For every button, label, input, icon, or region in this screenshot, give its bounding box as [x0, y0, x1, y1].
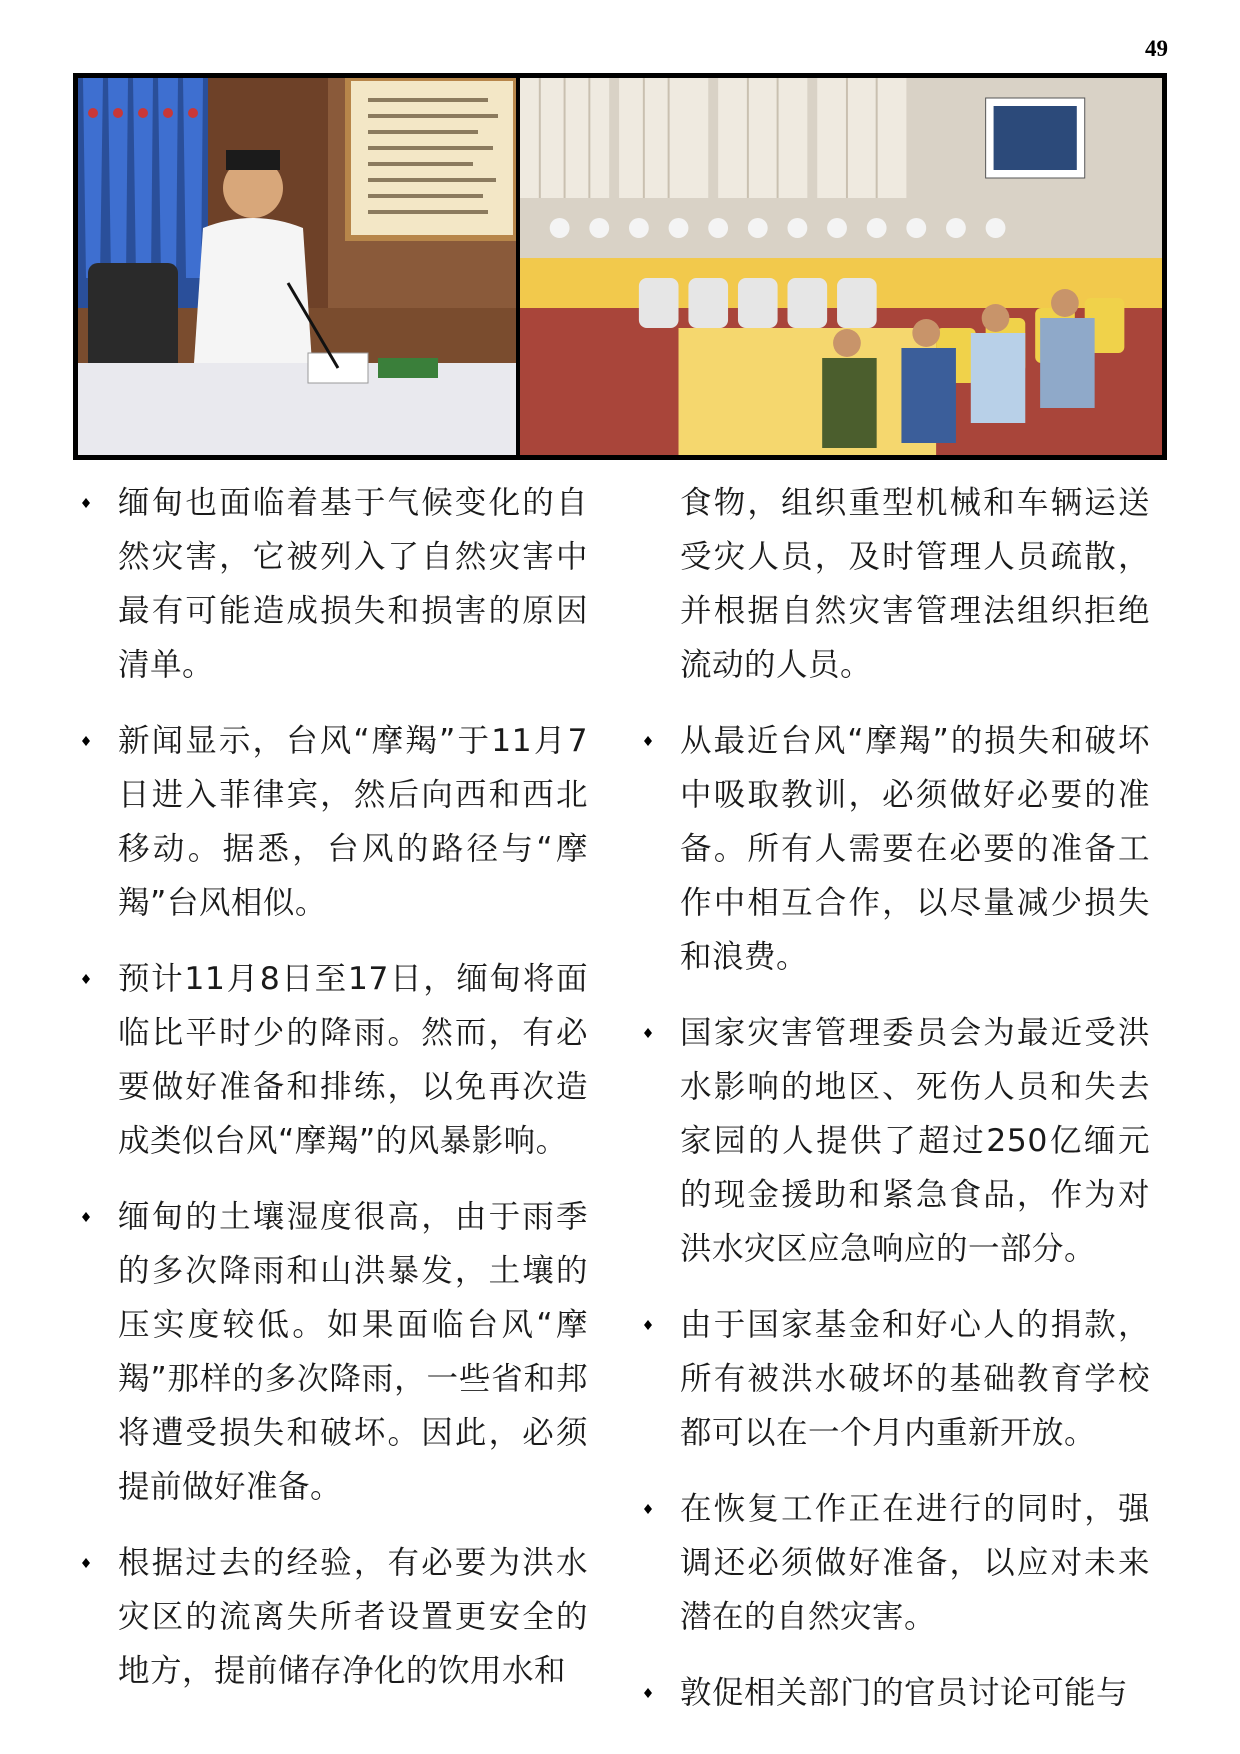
diamond-bullet-icon [644, 1504, 652, 1514]
bullet-item [78, 1190, 588, 1514]
bullet-text: 敦促相关部门的官员讨论可能与 [680, 1675, 1129, 1711]
diamond-bullet-icon [644, 736, 652, 746]
continued-paragraph [640, 476, 1150, 692]
bullet-text: 由于国家基金和好心人的捐款，所有被洪水破坏的基础教育学校都可以在一个月内重新开放。 [680, 1307, 1150, 1451]
diamond-bullet-icon [82, 498, 90, 508]
diamond-bullet-icon [644, 1320, 652, 1330]
bullet-text: 国家灾害管理委员会为最近受洪水影响的地区、死伤人员和失去家园的人提供了超过250亿缅元的现金援助和紧急食品，作为对洪水灾区应急响应的一部分。 [680, 1015, 1150, 1267]
bullet-text: 从最近台风“摩羯”的损失和破坏中吸取教训，必须做好必要的准备。所有人需要在必要的准备工作中相互合作，以尽量减少损失和浪费。 [680, 723, 1150, 975]
speaker-at-podium-photo [78, 78, 516, 455]
bullet-item [640, 1298, 1150, 1460]
diamond-bullet-icon [82, 736, 90, 746]
bullet-item [78, 476, 588, 692]
diamond-bullet-icon [82, 1558, 90, 1568]
bullet-text: 在恢复工作正在进行的同时，强调还必须做好准备，以应对未来潜在的自然灾害。 [680, 1491, 1150, 1635]
bullet-text: 食物，组织重型机械和车辆运送受灾人员，及时管理人员疏散，并根据自然灾害管理法组织拒绝流动的人员。 [680, 485, 1150, 683]
bullet-text: 预计11月8日至17日，缅甸将面临比平时少的降雨。然而，有必要做好准备和排练，以免再次造成类似台风“摩羯”的风暴影响。 [118, 961, 588, 1159]
meeting-room-photo [520, 78, 1162, 455]
bullet-item [640, 714, 1150, 984]
diamond-bullet-icon [644, 1688, 652, 1698]
bullet-item [640, 1666, 1150, 1720]
right-column [640, 476, 1150, 1742]
bullet-item [640, 1006, 1150, 1276]
diamond-bullet-icon [82, 974, 90, 984]
diamond-bullet-icon [82, 1212, 90, 1222]
photo-banner [73, 73, 1167, 460]
diamond-bullet-icon [644, 1028, 652, 1038]
left-column [78, 476, 588, 1720]
bullet-item [640, 1482, 1150, 1644]
page-number: 49 [1145, 36, 1168, 61]
bullet-text: 缅甸的土壤湿度很高，由于雨季的多次降雨和山洪暴发，土壤的压实度较低。如果面临台风“摩羯”那样的多次降雨，一些省和邦将遭受损失和破坏。因此，必须提前做好准备。 [118, 1199, 588, 1505]
bullet-text: 新闻显示，台风“摩羯”于11月7日进入菲律宾，然后向西和西北移动。据悉，台风的路径与“摩羯”台风相似。 [118, 723, 588, 921]
bullet-item [78, 714, 588, 930]
bullet-item [78, 1536, 588, 1698]
bullet-text: 缅甸也面临着基于气候变化的自然灾害，它被列入了自然灾害中最有可能造成损失和损害的原因清单。 [118, 485, 588, 683]
bullet-item [78, 952, 588, 1168]
bullet-text: 根据过去的经验，有必要为洪水灾区的流离失所者设置更安全的地方，提前储存净化的饮用水和 [118, 1545, 588, 1689]
